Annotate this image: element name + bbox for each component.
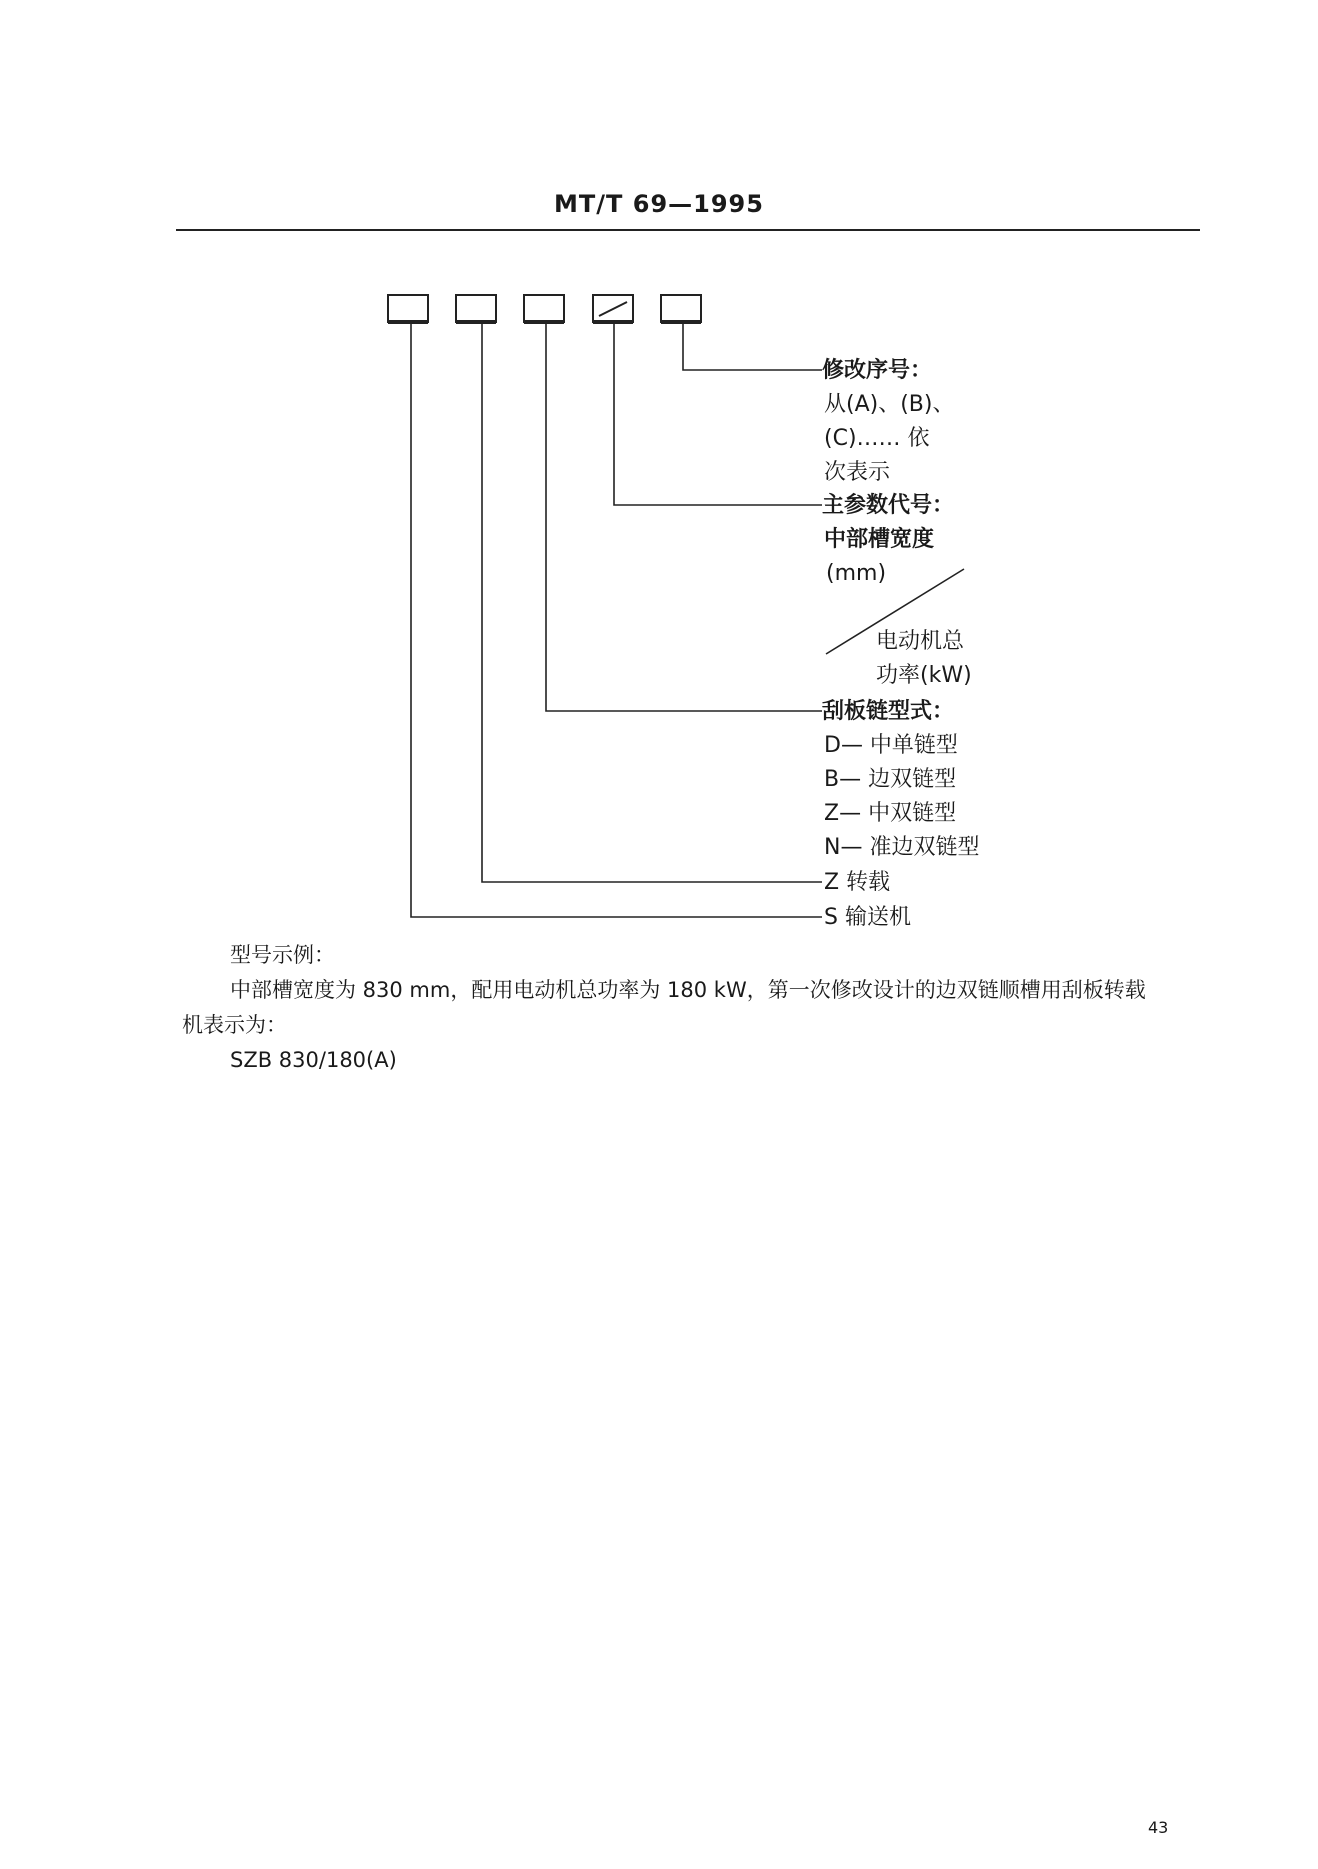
leader-revision [683,322,822,370]
box-transfer [456,295,496,322]
slash-mark [599,302,627,316]
chain-type-option-z: Z— 中双链型 [824,801,957,826]
leader-chain-type [546,322,822,711]
box-chain-type [524,295,564,322]
example-line-2: 机表示为： [182,1013,287,1037]
chain-type-option-n: N— 准边双链型 [824,835,980,860]
main-param-line-2: (mm) [826,561,887,586]
standard-code-header: MT/T 69—1995 [554,190,764,218]
main-param-line-1: 中部槽宽度 [824,527,935,552]
revision-title: 修改序号： [822,358,933,383]
transfer-label: Z 转载 [824,870,891,895]
main-param-lower-2: 功率(kW) [876,663,972,688]
conveyor-label: S 输送机 [824,905,911,930]
chain-type-option-d: D— 中单链型 [824,733,958,758]
example-code: SZB 830/180(A) [230,1048,397,1072]
box-conveyor [388,295,428,322]
revision-line-1: 从(A)、(B)、 [824,392,955,417]
revision-line-2: (C)…… 依 [824,426,930,451]
example-line-1: 中部槽宽度为 830 mm，配用电动机总功率为 180 kW，第一次修改设计的边双链顺槽用刮板转载 [230,978,1146,1002]
chain-type-title: 刮板链型式： [822,699,955,724]
revision-line-3: 次表示 [824,460,891,485]
box-revision [661,295,701,322]
chain-type-option-b: B— 边双链型 [824,767,957,792]
leader-conveyor [411,322,822,917]
leader-transfer [482,322,822,882]
main-param-title: 主参数代号： [822,493,955,518]
leader-main-param [614,322,822,505]
main-param-lower-1: 电动机总 [876,629,965,654]
example-heading: 型号示例： [230,943,335,967]
page-number: 43 [1148,1818,1169,1837]
